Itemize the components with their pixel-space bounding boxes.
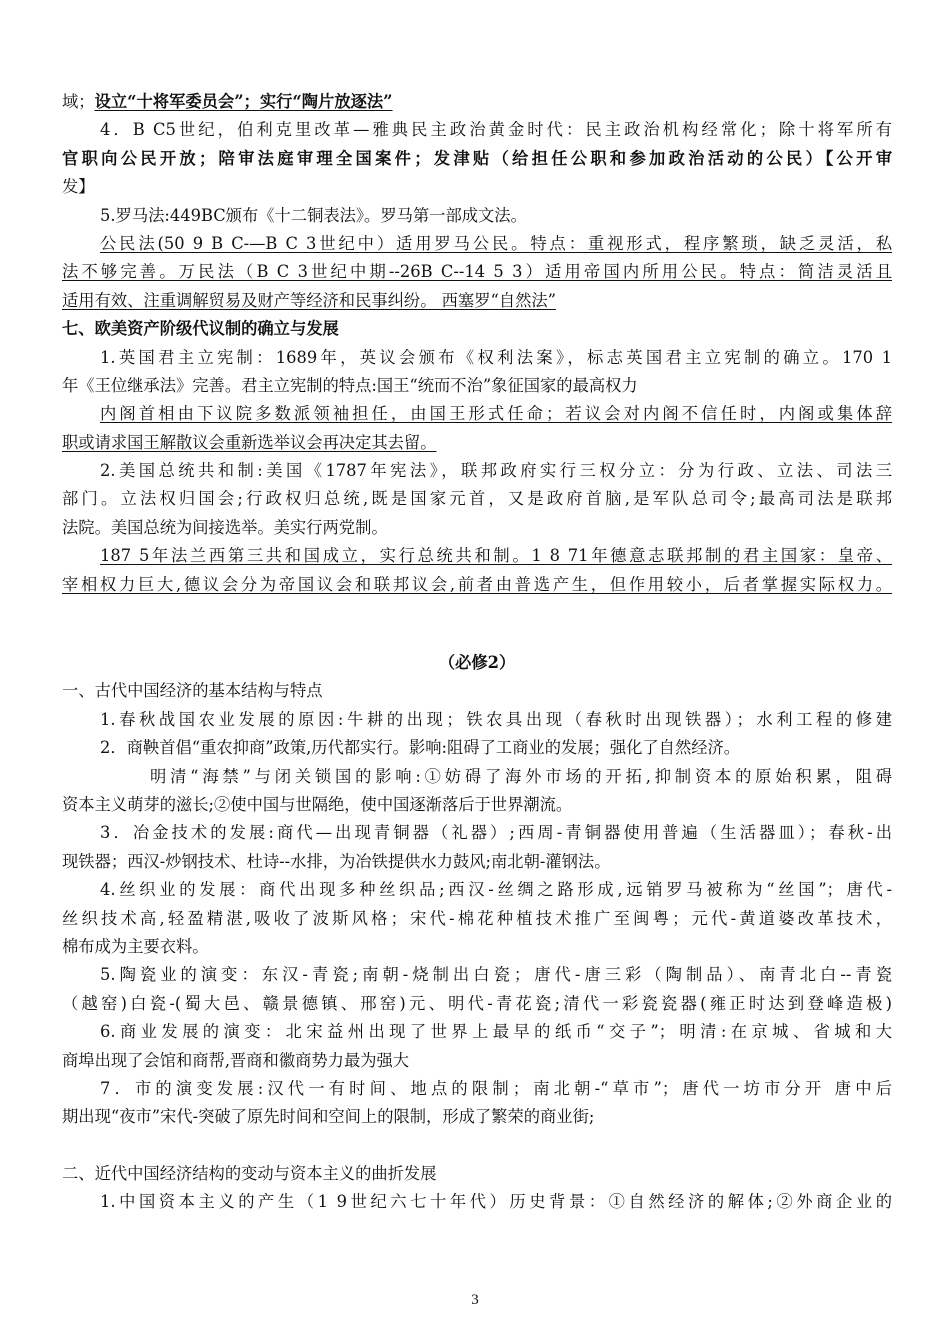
text-line: 部门。立法权归国会;行政权归总统,既是国家元首，又是政府首脑,是军队总司令;最高司法是联邦 [62,489,892,509]
section-heading: 一、古代中国经济的基本结构与特点 [62,681,323,701]
text-line: 资本主义萌芽的滋长;②使中国与世隔绝，使中国逐渐落后于世界潮流。 [62,794,573,814]
text-line: 商埠出现了会馆和商帮,晋商和徽商势力最为强大 [62,1050,410,1070]
text-line: 设立“十将军委员会”；实行“陶片放逐法” [94,92,393,111]
text-line: 5.陶瓷业的演变：东汉-青瓷;南朝-烧制出白瓷；唐代-唐三彩（陶制品）、南青北白--青瓷 [100,965,892,985]
text-line: 1.英国君主立宪制：1689年，英议会颁布《权利法案》，标志英国君主立宪制的确立。170 1 [100,347,892,367]
text-line: 4.丝织业的发展：商代出现多种丝织品;西汉-丝绸之路形成,远销罗马被称为“丝国”；唐代- [100,880,892,900]
page-number: 3 [471,1292,479,1308]
text-line: 7．市的演变发展:汉代一有时间、地点的限制；南北朝-“草市”；唐代一坊市分开 唐中后 [100,1078,892,1098]
text-line: 公民法(50 9 B C-—B C 3世纪中）适用罗马公民。特点：重视形式，程序繁琐，缺乏灵活，私 [100,233,892,253]
text-line: 187 5年法兰西第三共和国成立，实行总统共和制。1 8 71年德意志联邦制的君主国家：皇帝、 [100,546,892,566]
text-line: 发】 [62,177,95,197]
text-line: （越窑)白瓷-(蜀大邑、赣景德镇、邢窑)元、明代-青花瓷;清代一彩瓷瓷器(雍正时达到登峰造极) [62,993,892,1013]
text-line: 宰相权力巨大,德议会分为帝国议会和联邦议会,前者由普选产生，但作用较小，后者掌握实际权力。 [62,574,892,594]
text-line: 棉布成为主要衣料。 [62,936,209,956]
text-line: 明清“海禁”与闭关锁国的影响:①妨碍了海外市场的开拓,抑制资本的原始积累，阻碍 [150,766,892,786]
text-line: 4．B C5世纪，伯利克里改革—雅典民主政治黄金时代：民主政治机构经常化；除十将军所有 [100,120,892,140]
text-line: 职或请求国王解散议会重新选举议会再决定其去留。 [62,432,437,452]
text-line: 丝织技术高,轻盈精湛,吸收了波斯风格；宋代-棉花种植技术推广至闽粤；元代-黄道婆改革技术， [62,908,892,928]
section-title: （必修2） [438,653,516,673]
text-line: 期出现“夜市”宋代-突破了原先时间和空间上的限制，形成了繁荣的商业街; [62,1107,595,1127]
text-line: 法院。美国总统为间接选举。美实行两党制。 [62,517,388,537]
text-line: 1.春秋战国农业发展的原因:牛耕的出现；铁农具出现（春秋时出现铁器）；水利工程的修建 [100,709,892,729]
text-line: 5.罗马法:449BC颁布《十二铜表法》。罗马第一部成文法。 [100,205,527,225]
text-line: 6.商业发展的演变：北宋益州出现了世界上最早的纸币“交子”；明清:在京城、省城和大 [100,1022,892,1042]
text-line: 2．商鞅首倡“重农抑商”政策,历代都实行。影响:阻碍了工商业的发展；强化了自然经济。 [100,738,741,758]
section-heading: 七、欧美资产阶级代议制的确立与发展 [62,319,339,339]
text-line: 内阁首相由下议院多数派领袖担任，由国王形式任命；若议会对内阁不信任时，内阁或集体辞 [100,404,892,424]
text-line: 法不够完善。万民法（B C 3世纪中期--26B C--14 5 3）适用帝国内所用公民。特点：简洁灵活且 [62,262,892,282]
text-line: 适用有效、注重调解贸易及财产等经济和民事纠纷。 西塞罗“自然法” [62,290,556,310]
text-line: 年《王位继承法》完善。君主立宪制的特点:国王“统而不治”象征国家的最高权力 [62,375,638,395]
section-heading: 二、近代中国经济结构的变动与资本主义的曲折发展 [62,1164,437,1184]
text-line: 3．冶金技术的发展:商代—出现青铜器（礼器）;西周-青铜器使用普遍（生活器皿）；春秋-出 [100,823,892,843]
document-page [62,88,892,1217]
text-line: 官职向公民开放；陪审法庭审理全国案件；发津贴（给担任公职和参加政治活动的公民）【公开审 [62,148,892,168]
text-line: 域；设立“十将军委员会”；实行“陶片放逐法” [62,92,393,111]
text-line: 2.美国总统共和制:美国《1787年宪法》，联邦政府实行三权分立：分为行政、立法、司法三 [100,461,892,481]
text-line: 现铁器；西汉-炒钢技术、杜诗--水排，为冶铁提供水力鼓风;南北朝-灌钢法。 [62,851,611,871]
text-line: 1.中国资本主义的产生（1 9世纪六七十年代）历史背景：①自然经济的解体;②外商企业的 [100,1192,892,1212]
